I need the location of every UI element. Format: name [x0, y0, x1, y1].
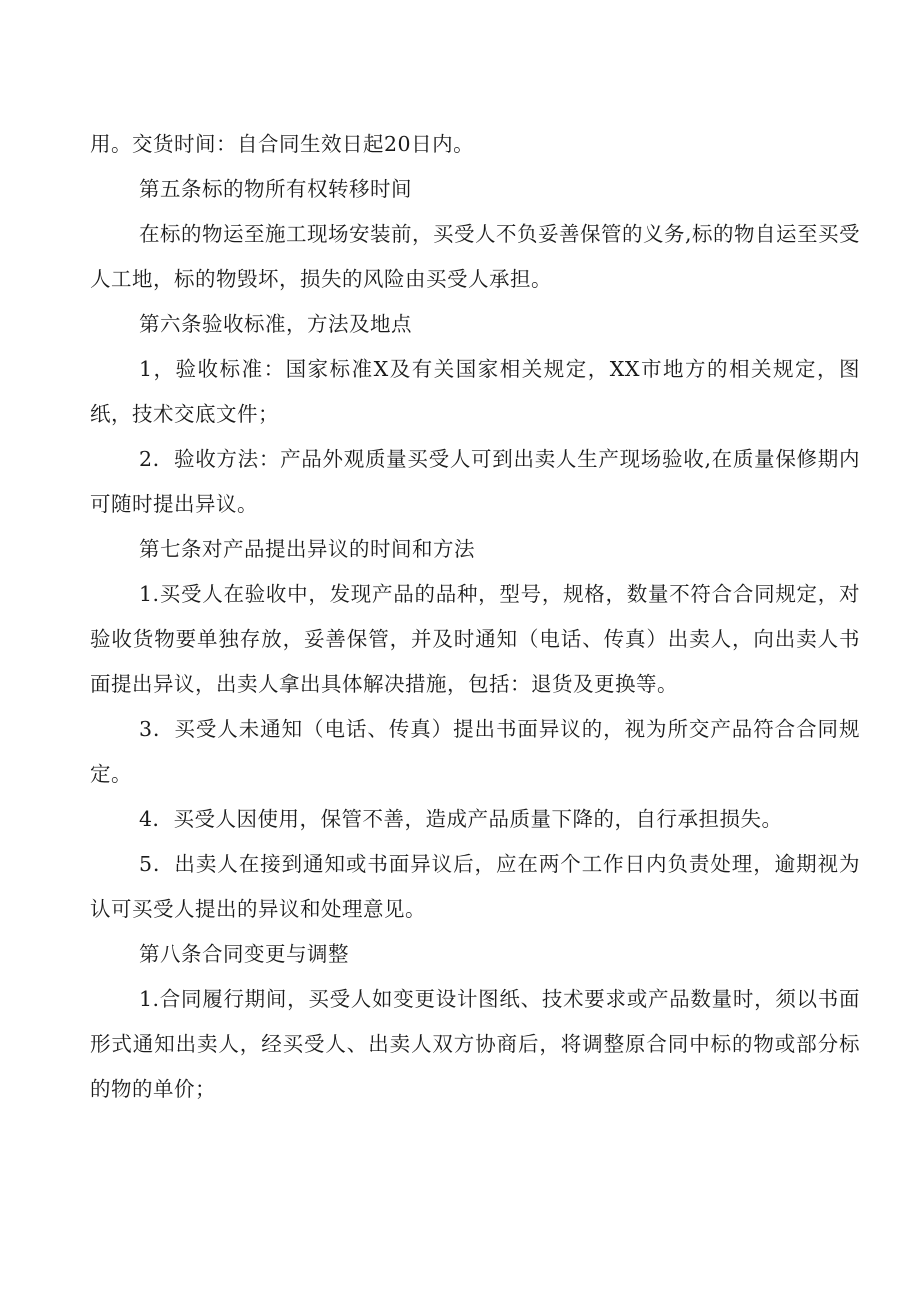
paragraph-change-1: 1.合同履行期间，买受人如变更设计图纸、技术要求或产品数量时，须以书面形式通知出卖人，经买受人、出卖人双方协商后，将调整原合同中标的物或部分标的物的单价； [90, 987, 860, 1101]
document-page [90, 122, 860, 1112]
paragraph-acceptance-method: 2．验收方法：产品外观质量买受人可到出卖人生产现场验收,在质量保修期内可随时提出异议。 [90, 447, 860, 516]
paragraph-objection-3: 3．买受人未通知（电话、传真）提出书面异议的，视为所交产品符合合同规定。 [90, 717, 860, 786]
paragraph-objection-5: 5．出卖人在接到通知或书面异议后，应在两个工作日内负责处理，逾期视为认可买受人提出的异议和处理意见。 [90, 852, 860, 921]
heading-article-7: 第七条对产品提出异议的时间和方法 [139, 537, 475, 561]
heading-article-8: 第八条合同变更与调整 [139, 942, 349, 966]
paragraph-objection-4: 4．买受人因使用，保管不善，造成产品质量下降的，自行承担损失。 [139, 807, 783, 831]
heading-article-5: 第五条标的物所有权转移时间 [139, 177, 412, 201]
heading-article-6: 第六条验收标准，方法及地点 [139, 312, 412, 336]
paragraph-acceptance-standard: 1，验收标准：国家标准X及有关国家相关规定，XX市地方的相关规定，图纸，技术交底文件； [90, 357, 860, 426]
paragraph-objection-1: 1.买受人在验收中，发现产品的品种，型号，规格，数量不符合合同规定，对验收货物要单独存放，妥善保管，并及时通知（电话、传真）出卖人，向出卖人书面提出异议，出卖人拿出具体解决措施，包括：退货及更换等。 [90, 582, 860, 696]
paragraph-delivery-time: 用。交货时间：自合同生效日起20日内。 [90, 132, 475, 156]
paragraph-ownership-risk: 在标的物运至施工现场安装前，买受人不负妥善保管的义务,标的物自运至买受人工地，标的物毁坏，损失的风险由买受人承担。 [90, 222, 861, 291]
